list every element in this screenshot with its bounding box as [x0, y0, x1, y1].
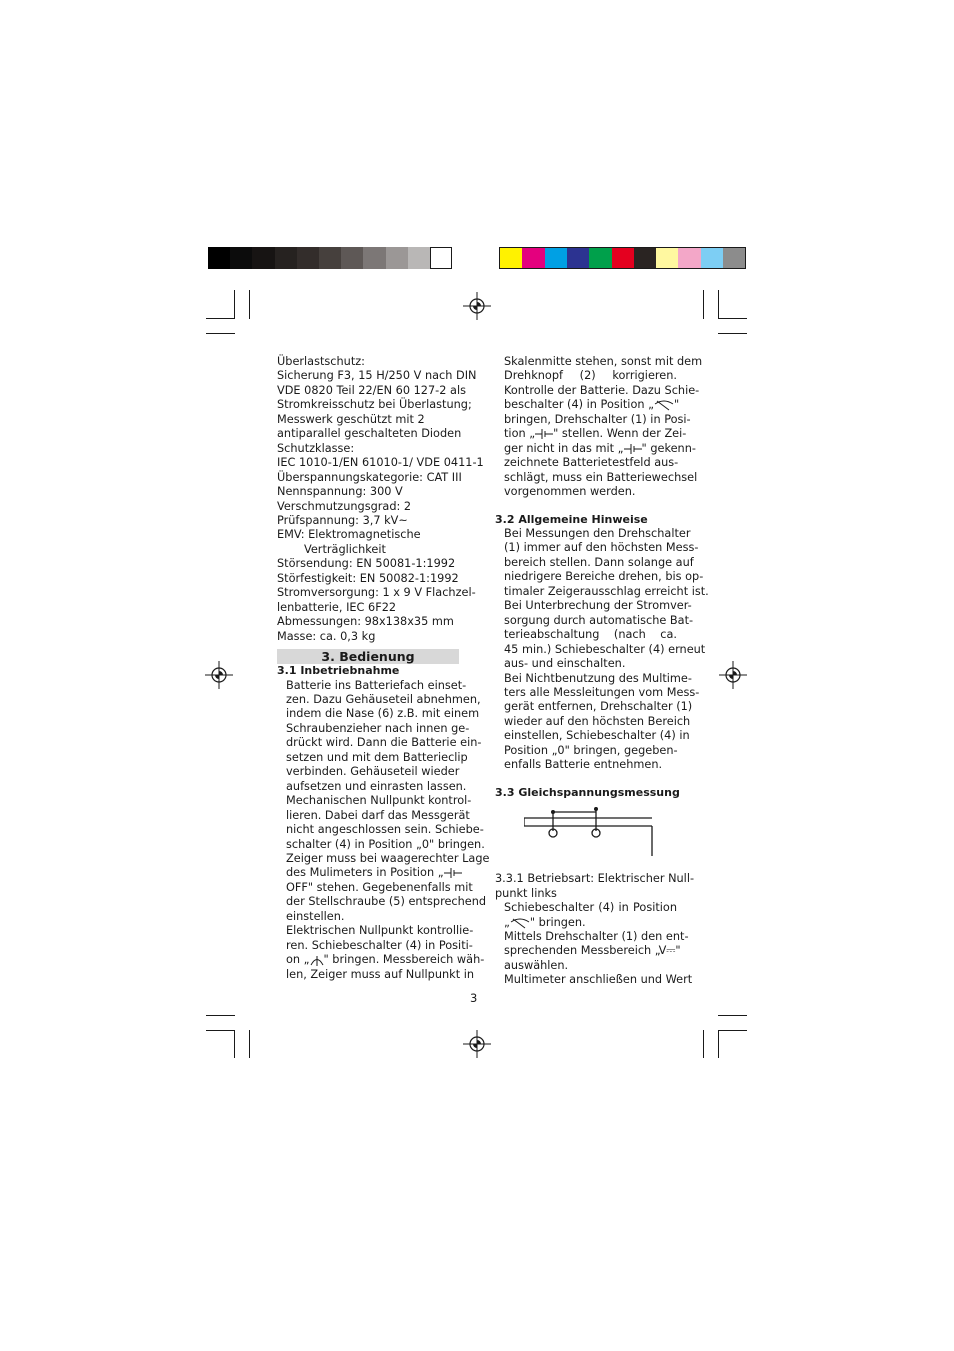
right-column: [495, 355, 709, 988]
paragraph-line: Kontrolle der Batterie. Dazu Schie-: [504, 383, 700, 397]
gray-swatch: [230, 247, 252, 269]
left-column: [277, 355, 490, 982]
zero-left-symbol-icon: [510, 917, 530, 929]
subsection-heading: 3.1 Inbetriebnahme: [277, 664, 400, 678]
text-line: bereich stellen. Dann solange auf: [504, 555, 694, 569]
paragraph: [504, 671, 700, 759]
paragraph-line: bringen, Drehschalter (1) in Posi-: [504, 412, 691, 426]
gray-swatch: [408, 247, 430, 269]
text-line: Prüfspannung: 3,7 kV~: [277, 513, 408, 527]
text-line: Skalenmitte stehen, sonst mit dem: [504, 355, 703, 368]
text-line: VDE 0820 Teil 22/EN 60 127-2 als: [277, 383, 466, 397]
operating-mode-steps: [495, 901, 693, 988]
spec-list: [277, 601, 459, 644]
paragraph: [286, 794, 490, 866]
registration-mark-top: [463, 292, 491, 320]
text-line: Verschmutzungsgrad: 2: [277, 499, 412, 513]
text-line: Masse: ca. 0,3 kg: [277, 629, 376, 643]
gray-swatch: [275, 247, 297, 269]
gray-swatch: [297, 247, 319, 269]
text-line: Drehknopf (2) korrigieren.: [504, 369, 677, 383]
text-line: Stromkreisschutz bei Überlastung;: [277, 398, 472, 412]
text-line: nicht angeschlossen sein. Schiebe-: [286, 823, 484, 837]
spec-list: [277, 355, 484, 543]
text-line: Messwerk geschützt mit 2: [277, 412, 425, 426]
paragraph-line: beschalter (4) in Position „ ": [504, 398, 680, 412]
paragraph: [504, 526, 709, 657]
text-line: zen. Dazu Gehäuseteil abnehmen,: [286, 692, 481, 706]
text-line: schalter (4) in Position „0" bringen.: [286, 837, 485, 851]
zero-center-symbol-icon: [310, 954, 324, 966]
text-line: timaler Zeigerausschlag erreicht ist.: [504, 584, 709, 598]
text-line: sorgung durch automatische Bat-: [504, 613, 694, 627]
text-line: ters alle Messleitungen vom Mess-: [504, 685, 700, 699]
text-line: gerät entfernen, Drehschalter (1): [504, 700, 693, 714]
text-line: Störfestigkeit: EN 50082-1:1992: [277, 571, 459, 585]
text-line: antiparallel geschalteten Dioden: [277, 427, 462, 441]
gray-swatch: [363, 247, 385, 269]
paragraph-line: punkt links: [495, 886, 557, 900]
paragraph-line: ger nicht in das mit „ " gekenn-: [504, 441, 696, 455]
text-line: IEC 1010-1/EN 61010-1/ VDE 0411-1: [277, 456, 484, 470]
text-line: indem die Nase (6) z.B. mit einem: [286, 707, 480, 721]
paragraph: [504, 456, 698, 485]
paragraph-line: Elektrischen Nullpunkt kontrollie-: [286, 924, 474, 938]
paragraph-line: aus- und einschalten.: [504, 657, 626, 671]
paragraph-line: on „ " bringen. Messbereich wäh-: [286, 953, 485, 967]
text-line: Schutzklasse:: [277, 441, 355, 455]
gray-swatch: [319, 247, 341, 269]
text-line: Mechanischen Nullpunkt kontrol-: [286, 794, 472, 808]
text-line: niedrigere Bereiche drehen, bis op-: [504, 570, 704, 584]
text-line: Bei Nichtbenutzung des Multime-: [504, 671, 692, 685]
gray-swatch: [386, 247, 408, 269]
paragraph-line: vorgenommen werden.: [504, 485, 636, 499]
text-line: terieabschaltung (nach ca.: [504, 628, 677, 642]
spec-line: Verträglichkeit: [304, 542, 386, 556]
operating-mode-heading: [495, 872, 695, 901]
battery-symbol-icon: [624, 443, 642, 455]
text-line: Störsendung: EN 50081-1:1992: [277, 557, 456, 571]
paragraph-line: tion „ " stellen. Wenn der Zei-: [504, 427, 687, 441]
paragraph-line: „ " bringen.: [504, 915, 586, 929]
gray-swatch: [430, 247, 452, 269]
junction-dot: [594, 807, 598, 811]
text-line: zeichnete Batterietestfeld aus-: [504, 456, 679, 470]
text-line: Sicherung F3, 15 H/250 V nach DIN: [277, 369, 477, 383]
paragraph-line: sprechenden Messbereich „V⎓": [504, 944, 681, 958]
text-line: Bei Messungen den Drehschalter: [504, 526, 691, 540]
text-line: verbinden. Gehäuseteil wieder: [286, 765, 460, 779]
color-bar-frame: [499, 247, 746, 269]
text-line: Batterie ins Batteriefach einset-: [286, 678, 467, 692]
spec-line: Stromversorgung: 1 x 9 V Flachzel-: [277, 586, 476, 600]
paragraph-line: einstellen.: [286, 909, 345, 923]
paragraph-line: OFF" stehen. Gegebenenfalls mit: [286, 880, 473, 894]
text-line: Bei Unterbrechung der Stromver-: [504, 599, 692, 613]
text-line: EMV: Elektromagnetische: [277, 528, 421, 542]
registration-mark-left: [205, 661, 233, 689]
paragraph: [504, 355, 703, 384]
battery-test-symbol-icon: [444, 867, 462, 879]
inbetriebnahme-text: [277, 678, 490, 983]
text-line: lieren. Dabei darf das Messgerät: [286, 808, 470, 822]
battery-symbol-icon: [535, 428, 553, 440]
section-heading: 3. Bedienung: [277, 649, 459, 664]
paragraph-line: aufsetzen und einrasten lassen.: [286, 779, 467, 793]
paragraph-line: der Stellschraube (5) entsprechend: [286, 895, 487, 909]
registration-mark-bottom: [463, 1030, 491, 1058]
paragraph-line: des Mulimeters in Position „: [286, 866, 459, 880]
paragraph: [286, 678, 482, 780]
zero-left-symbol-icon: [654, 399, 674, 411]
gray-swatch: [208, 247, 230, 269]
paragraph-line: Mittels Drehschalter (1) den ent-: [504, 929, 689, 943]
page-number: 3: [470, 991, 478, 1005]
subsection-heading: 3.2 Allgemeine Hinweise: [495, 512, 648, 526]
text-line: Überlastschutz:: [277, 355, 365, 368]
text-line: Schraubenzieher nach innen ge-: [286, 721, 470, 735]
text-line: Position „0" bringen, gegeben-: [504, 743, 678, 757]
text-line: (1) immer auf den höchsten Mess-: [504, 541, 699, 555]
text-line: Abmessungen: 98x138x35 mm: [277, 615, 454, 629]
paragraph-line: ren. Schiebeschalter (4) in Positi-: [286, 938, 473, 952]
spec-list: [277, 557, 459, 586]
text-line: wieder auf den höchsten Bereich: [504, 714, 691, 728]
gray-swatch: [341, 247, 363, 269]
text-line: lenbatterie, IEC 6F22: [277, 600, 397, 614]
paragraph-line: auswählen.: [504, 958, 569, 972]
registration-mark-right: [719, 661, 747, 689]
paragraph-line: Schiebeschalter (4) in Position: [504, 901, 677, 915]
text-line: drückt wird. Dann die Batterie ein-: [286, 736, 482, 750]
paragraph-line: Multimeter anschließen und Wert: [504, 973, 693, 987]
battery-check-text: [495, 355, 703, 500]
text-line: einstellen, Schiebeschalter (4) in: [504, 729, 690, 743]
voltage-measurement-diagram: [524, 806, 656, 860]
text-line: schlägt, muss ein Batteriewechsel: [504, 470, 698, 484]
text-line: 45 min.) Schiebeschalter (4) erneut: [504, 642, 706, 656]
text-line: Überspannungskategorie: CAT III: [277, 470, 462, 484]
text-line: Zeiger muss bei waagerechter Lage: [286, 851, 490, 865]
paragraph-line: 3.3.1 Betriebsart: Elektrischer Null-: [495, 872, 695, 886]
subsection-heading: 3.3 Gleichspannungsmessung: [495, 785, 680, 799]
text-line: Nennspannung: 300 V: [277, 485, 403, 499]
general-notes-text: [495, 526, 709, 773]
text-line: setzen und mit dem Batterieclip: [286, 750, 468, 764]
paragraph-line: enfalls Batterie entnehmen.: [504, 758, 663, 772]
gray-swatch: [252, 247, 274, 269]
paragraph-line: len, Zeiger muss auf Nullpunkt in: [286, 967, 475, 981]
